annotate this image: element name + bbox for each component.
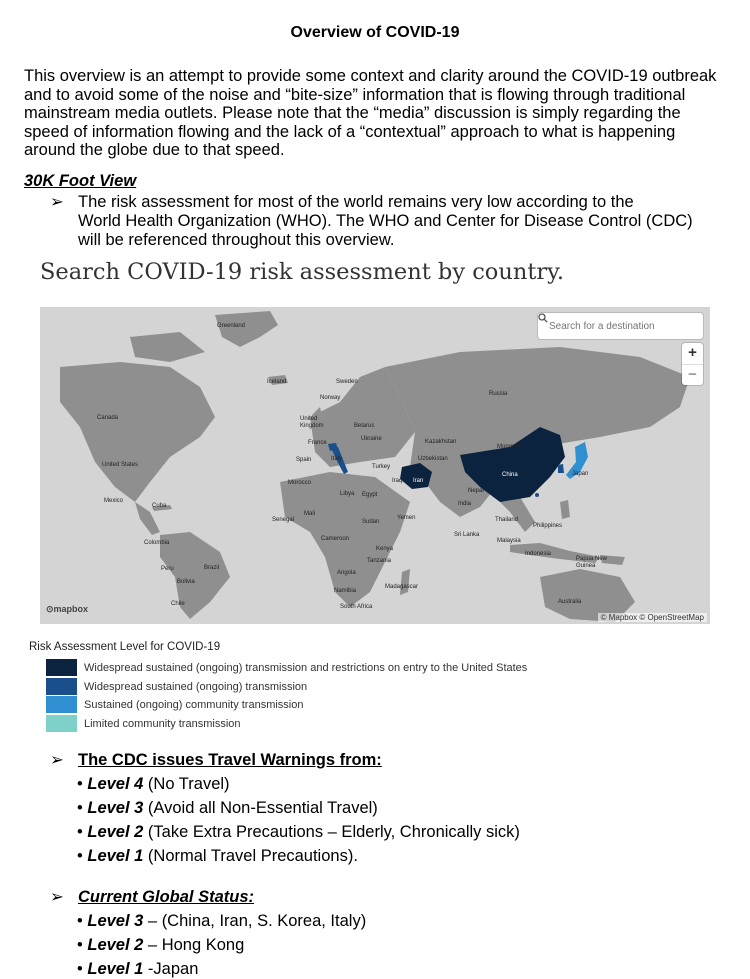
map-label-cuba: Cuba [152,503,167,509]
map-label-mexico: Mexico [104,498,124,504]
bullet: • [77,847,83,865]
risk-assessment-paragraph [50,193,720,250]
map-label-norway: Norway [320,395,341,401]
level-name: Level 4 [87,775,144,793]
map-label-egypt: Egypt [362,492,378,498]
map-label-canada: Canada [97,415,119,421]
map-label-morocco: Morocco [288,480,312,486]
map-label-thailand: Thailand [495,517,519,523]
map-label-iran: Iran [413,478,424,484]
level-name: Level 1 [87,960,144,978]
map-label-angola: Angola [337,570,356,576]
level-desc: – Hong Kong [143,936,245,954]
map-label-sweden: Sweden [336,379,358,385]
map-label-france: France [308,440,327,446]
map-label-brazil: Brazil [204,565,220,571]
map-label-bolivia: Bolivia [177,579,195,585]
map-label-spain: Spain [296,457,312,463]
map-label-malaysia: Malaysia [497,538,521,544]
map-label-uzbekistan: Uzbekistan [418,456,448,462]
map-label-turkey: Turkey [372,464,391,470]
map-label-australia: Australia [558,599,582,605]
legend-item [46,659,527,676]
map-label-mali: Mali [304,511,316,517]
map-label-india: India [458,501,472,507]
map-label-sudan: Sudan [362,519,380,525]
legend-label: Widespread sustained (ongoing) transmission and restrictions on entry to the United States [84,661,528,674]
level-desc: (No Travel) [143,775,230,793]
cdc-heading: The CDC issues Travel Warnings from: [78,751,382,769]
legend-swatch [46,678,77,695]
bullet: • [77,775,83,793]
level-desc: (Take Extra Precautions – Elderly, Chronically sick) [143,823,520,841]
mapbox-logo[interactable]: ⊙mapbox [46,604,89,614]
risk-text-line1: The risk assessment for most of the world remains very low according to the [78,193,634,211]
legend-item [46,715,241,732]
arrow-bullet-icon: ➢ [50,193,64,211]
map-label-japan: Japan [572,471,589,477]
map-label-mongolia: Mongolia [497,444,522,450]
map-attribution[interactable]: © Mapbox © OpenStreetMap [598,613,707,622]
arrow-bullet-icon: ➢ [50,888,64,906]
map-label-south-africa: South Africa [340,604,373,610]
level-name: Level 1 [87,847,144,865]
cdc-travel-warnings [50,748,520,868]
map-label-cameroon: Cameroon [321,536,350,542]
zoom-in-button[interactable]: + [688,344,697,361]
map-label-yemen: Yemen [397,515,416,521]
map-label-colombia: Colombia [144,540,170,546]
map-section-heading: Search COVID-19 risk assessment by country. [40,259,564,285]
list-item [50,957,366,979]
arrow-bullet-icon: ➢ [50,751,64,769]
bullet: • [77,936,83,954]
destination-search-input[interactable] [549,321,679,332]
list-item [50,933,366,957]
list-item [50,844,520,868]
map-label-sri-lanka: Sri Lanka [454,532,480,538]
map-label-peru: Peru [161,566,174,572]
map-label-kazakhstan: Kazakhstan [425,439,457,445]
list-item [50,909,366,933]
legend-label: Limited community transmission [84,717,241,730]
world-risk-map[interactable] [40,307,710,624]
legend-title: Risk Assessment Level for COVID-19 [29,641,221,653]
risk-text-rest: World Health Organization (WHO). The WHO and Center for Disease Control (CDC) will be referenced throughout this overview. [78,212,693,249]
map-label-papua-new-guinea: Papua New Guinea [576,556,608,569]
bullet: • [77,799,83,817]
map-label-belarus: Belarus [354,423,375,429]
level-desc: – (China, Iran, S. Korea, Italy) [143,912,367,930]
bullet: • [77,823,83,841]
map-label-senegal: Senegal [272,517,295,523]
bullet: • [77,960,83,978]
map-label-ukraine: Ukraine [361,436,382,442]
list-item [50,820,520,844]
map-label-iraq: Iraq [392,478,403,484]
zoom-out-button[interactable]: − [682,364,703,385]
status-heading: Current Global Status: [78,888,255,906]
map-label-iceland: Iceland [267,379,287,385]
legend-label: Widespread sustained (ongoing) transmission [84,680,308,693]
current-global-status [50,885,366,979]
level-name: Level 3 [87,912,144,930]
level-desc: -Japan [143,960,199,978]
map-label-china: China [502,472,518,478]
map-label-tanzania: Tanzania [367,558,392,564]
intro-paragraph: This overview is an attempt to provide some context and clarity around the COVID-19 outbreak and to avoid some of the noise and “bite-size” information that is flowing through traditional mainstream media outlets. Please note that the “media” discussion is simply regarding the speed of information flowing and the lack of a “contextual” approach to what is happening around the globe due to that speed. [24,67,717,159]
section-heading-30k: 30K Foot View [24,172,137,190]
level-desc: (Normal Travel Precautions). [143,847,358,865]
map-label-italy: Italy [331,456,343,462]
map-label-nepal: Nepal [468,488,484,494]
map-label-kenya: Kenya [376,546,394,552]
map-label-madagascar: Madagascar [385,584,419,590]
document-title: Overview of COVID-19 [290,24,460,41]
legend-item [46,696,304,713]
map-label-russia: Russia [489,391,508,397]
bullet: • [77,912,83,930]
map-label-chile: Chile [171,601,185,607]
map-label-united-states: United States [102,462,139,468]
list-item [50,796,520,820]
map-label-philippines: Philippines [533,523,563,529]
map-label-united-kingdom: United Kingdom [300,416,324,429]
destination-search-box[interactable] [538,313,703,339]
legend-item [46,678,307,695]
list-item [50,772,520,796]
legend-swatch [46,659,77,676]
level-desc: (Avoid all Non-Essential Travel) [143,799,378,817]
map-label-greenland: Greenland [217,323,246,329]
legend-swatch [46,696,77,713]
map-label-indonesia: Indonesia [525,551,552,557]
level-name: Level 3 [87,799,144,817]
level-name: Level 2 [87,936,144,954]
map-label-namibia: Namibia [334,588,357,594]
legend-label: Sustained (ongoing) community transmission [84,698,304,711]
zoom-control [682,343,703,385]
level-name: Level 2 [87,823,144,841]
legend-swatch [46,715,77,732]
map-label-libya: Libya [340,491,355,497]
